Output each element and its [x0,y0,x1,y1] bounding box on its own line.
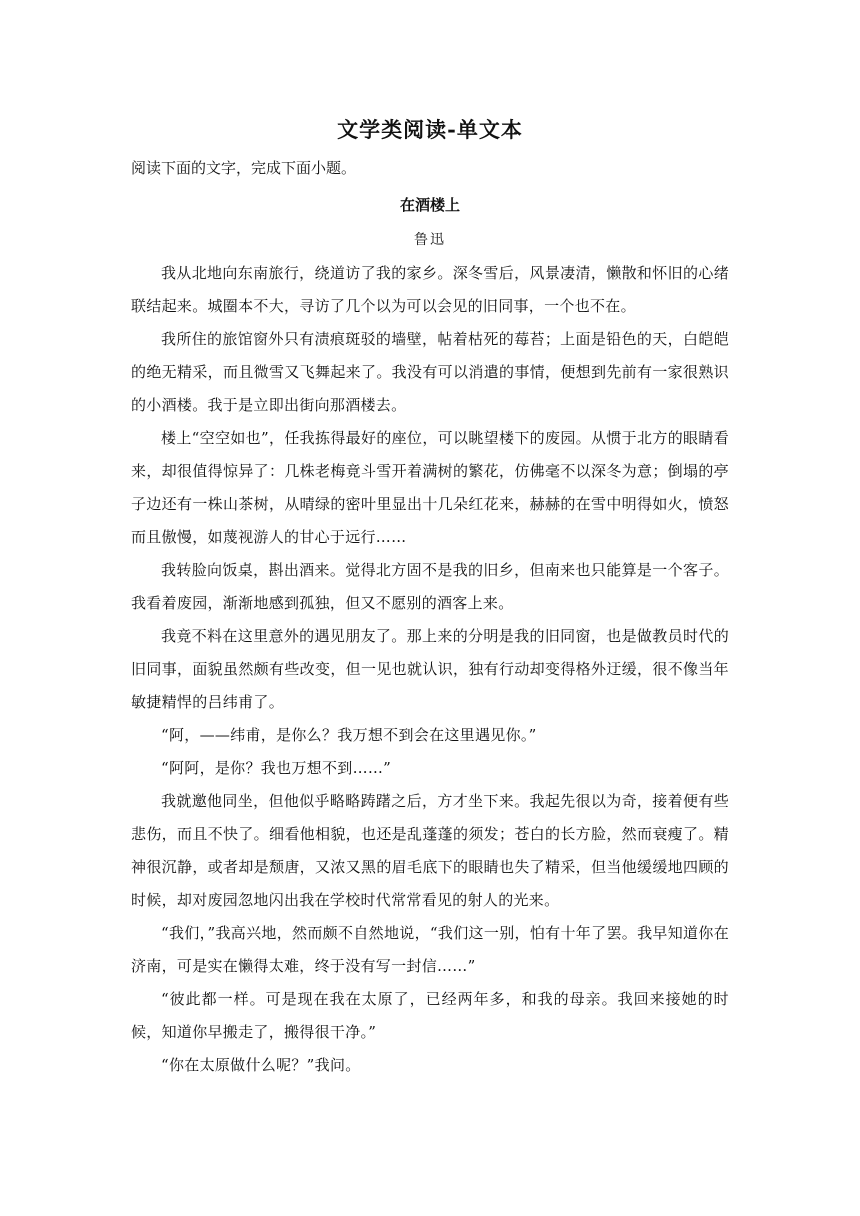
paragraph: 我竟不料在这里意外的遇见朋友了。那上来的分明是我的旧同窗，也是做教员时代的旧同事，面貌虽然颇有些改变，但一见也就认识，独有行动却变得格外迂缓，很不像当年敏捷精悍的吕纬甫了。 [131,627,729,711]
dialogue-paragraph: “阿阿，是你？我也万想不到……” [161,759,392,777]
paragraph: 我就邀他同坐，但他似乎略略踌躇之后，方才坐下来。我起先很以为奇，接着便有些悲伤，而且不快了。细看他相貌，也还是乱蓬蓬的须发；苍白的长方脸，然而衰瘦了。精神很沉静，或者却是颓唐，又浓又黑的眉毛底下的眼睛也失了精采，但当他缓缓地四顾的时候，却对废园忽地闪出我在学校时代常常看见的射人的光来。 [131,792,729,909]
paragraph: 我从北地向东南旅行，绕道访了我的家乡。深冬雪后，风景凄清，懒散和怀旧的心绪联结起来。城圈本不大，寻访了几个以为可以会见的旧同事，一个也不在。 [131,264,729,315]
paragraph: 楼上“空空如也”，任我拣得最好的座位，可以眺望楼下的废园。从惯于北方的眼睛看来，却很值得惊异了：几株老梅竟斗雪开着满树的繁花，仿佛毫不以深冬为意；倒塌的亭子边还有一株山茶树，从晴绿的密叶里显出十几朵红花来，赫赫的在雪中明得如火，愤怒而且傲慢，如蔑视游人的甘心于远行…… [131,429,729,546]
article-title: 在酒楼上 [399,196,460,214]
paragraph: 我转脸向饭桌，斟出酒来。觉得北方固不是我的旧乡，但南来也只能算是一个客子。我看着废园，渐渐地感到孤独，但又不愿别的酒客上来。 [131,561,729,612]
document-title: 文学类阅读-单文本 [337,117,523,142]
article-author: 鲁迅 [414,232,446,248]
dialogue-paragraph: “彼此都一样。可是现在我在太原了，已经两年多，和我的母亲。我回来接她的时候，知道你早搬走了，搬得很干净。” [131,990,729,1041]
paragraph: 我所住的旅馆窗外只有渍痕斑驳的墙壁，帖着枯死的莓苔；上面是铅色的天，白皑皑的绝无精采，而且微雪又飞舞起来了。我没有可以消遣的事情，便想到先前有一家很熟识的小酒楼。我于是立即出街向那酒楼去。 [131,330,729,414]
dialogue-paragraph: “你在太原做什么呢？”我问。 [161,1056,361,1074]
dialogue-paragraph: “我们，”我高兴地，然而颇不自然地说，“我们这一别，怕有十年了罢。我早知道你在济南，可是实在懒得太难，终于没有写一封信……” [131,924,729,975]
reading-instruction: 阅读下面的文字，完成下面小题。 [131,159,357,177]
article-body [131,257,729,1082]
dialogue-paragraph: “阿，——纬甫，是你么？我万想不到会在这里遇见你。” [161,726,537,744]
